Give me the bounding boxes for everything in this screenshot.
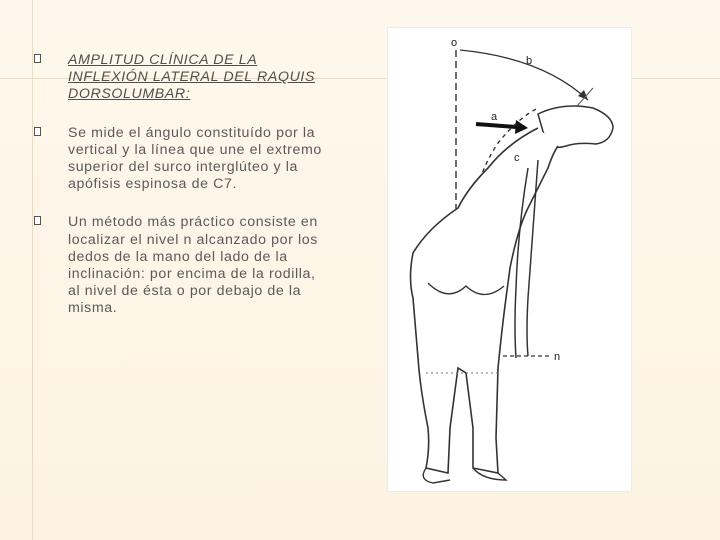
bullet-text: AMPLITUD CLÍNICA DE LA INFLEXIÓN LATERAL DEL RAQUIS DORSOLUMBAR:: [68, 52, 316, 103]
arc-b: [460, 50, 588, 100]
arrow-a: [476, 124, 516, 127]
label-b: b: [526, 55, 533, 67]
checkbox-bullet-icon: [34, 54, 41, 63]
label-o: o: [451, 37, 458, 49]
label-n: n: [554, 351, 561, 363]
checkbox-bullet-icon: [34, 216, 41, 225]
label-a: a: [491, 111, 498, 123]
label-c: c: [514, 152, 520, 164]
bullet-text: Se mide el ángulo constituído por la vertical y la línea que une el extremo superior del surco interglúteo y la apófisis espinosa de C7.: [68, 124, 322, 193]
bullet-item-definition: [34, 125, 324, 194]
bullet-item-method: [34, 214, 324, 317]
bullet-item-title: [34, 52, 324, 104]
lateral-flexion-illustration: [388, 28, 631, 491]
anatomy-figure: [387, 27, 632, 492]
bullet-text: Un método más práctico consiste en localizar el nivel n alcanzado por los dedos de la mano del lado de la inclinación: por encima de la rodilla, al nivel de ésta o por debajo de la misma.: [68, 214, 318, 317]
arrow-a-head: [515, 120, 528, 134]
bullet-list: [34, 52, 324, 339]
checkbox-bullet-icon: [34, 127, 41, 136]
decorative-vertical-line: [32, 0, 33, 540]
